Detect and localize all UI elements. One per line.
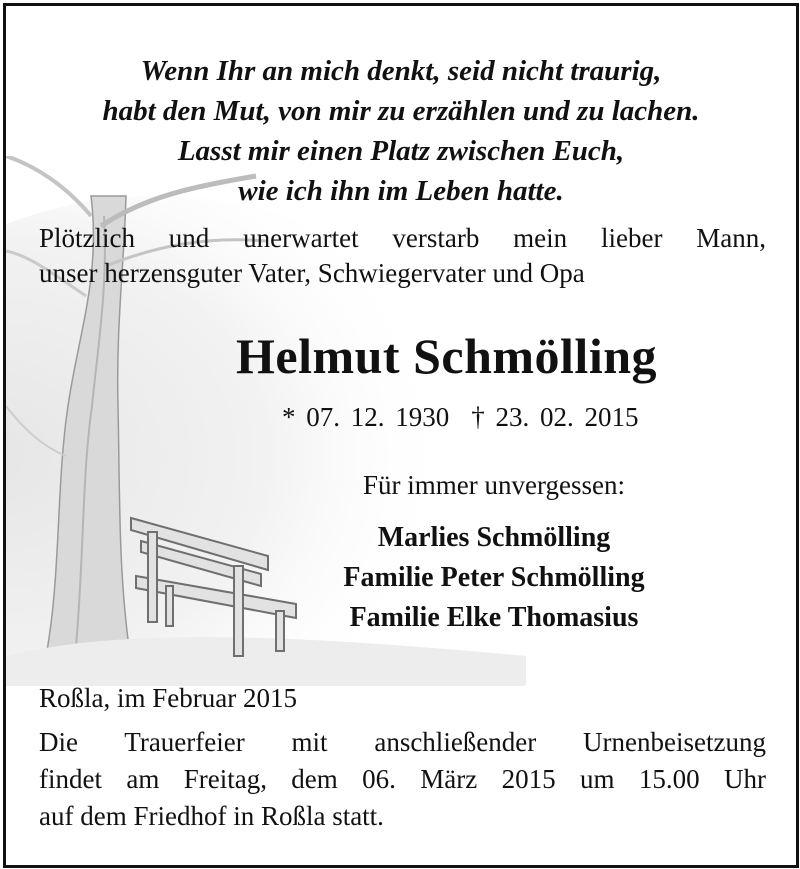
motto-line: wie ich ihn im Leben hatte. xyxy=(238,175,564,207)
death-announcement xyxy=(39,221,766,291)
life-dates xyxy=(282,399,639,435)
funeral-service-info xyxy=(39,724,766,835)
obituary-notice xyxy=(3,3,799,868)
mourner-name: Familie Peter Schmölling xyxy=(343,562,645,593)
motto-line: Wenn Ihr an mich denkt, seid nicht traurig, xyxy=(140,55,662,87)
service-line: auf dem Friedhof in Roßla statt. xyxy=(39,801,384,831)
birth-date: * 07. 12. 1930 xyxy=(282,402,450,432)
mourners-list xyxy=(294,518,694,638)
death-date: † 23. 02. 2015 xyxy=(471,402,639,432)
mourner-name: Marlies Schmölling xyxy=(377,522,611,553)
mourner-name: Familie Elke Thomasius xyxy=(349,602,639,633)
motto-verse xyxy=(6,51,796,211)
service-line: findet am Freitag, dem 06. März 2015 um 15.00 Uhr xyxy=(39,764,766,794)
deceased-name: Helmut Schmölling xyxy=(236,328,658,384)
service-line: Die Trauerfeier mit anschließender Urnenbeisetzung xyxy=(39,727,766,757)
remembrance-line: Für immer unvergessen: xyxy=(363,470,625,500)
announcement-line: Plötzlich und unerwartet verstarb mein lieber Mann, xyxy=(39,223,766,253)
motto-line: Lasst mir einen Platz zwischen Euch, xyxy=(177,135,625,167)
place-and-date: Roßla, im Februar 2015 xyxy=(39,683,297,713)
motto-line: habt den Mut, von mir zu erzählen und zu lachen. xyxy=(102,95,700,127)
announcement-line: unser herzensguter Vater, Schwiegervater und Opa xyxy=(39,258,585,288)
